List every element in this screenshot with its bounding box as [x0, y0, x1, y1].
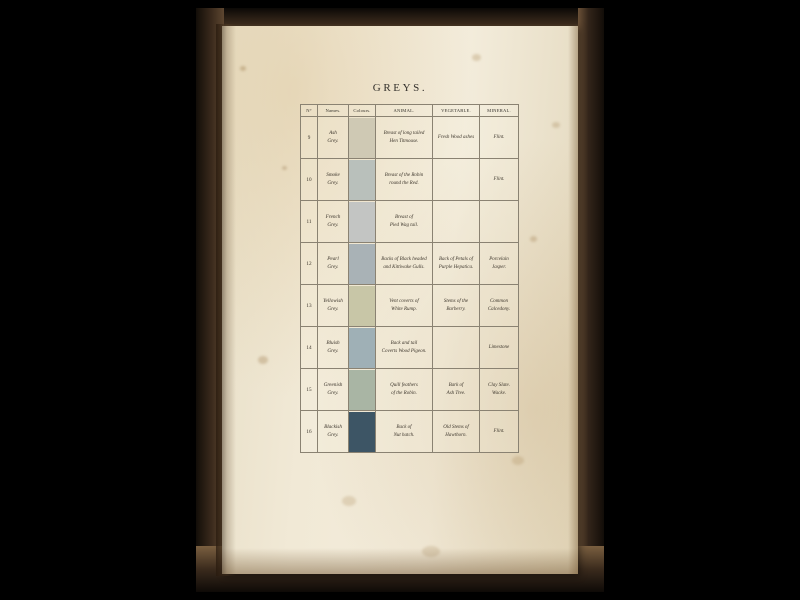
cell-mineral	[480, 117, 519, 159]
column-header-colours: Colours.	[349, 105, 376, 117]
table-row	[301, 369, 519, 411]
cell-mineral	[480, 159, 519, 201]
cell-animal	[376, 369, 433, 411]
table-header-row	[301, 105, 519, 117]
cell-mineral	[480, 201, 519, 243]
book-page	[222, 26, 578, 574]
column-header-mineral: MINERAL.	[480, 105, 519, 117]
cell-animal	[376, 201, 433, 243]
cell-animal-text: Backs of Black headed and Kittiwake Gulls.	[381, 257, 427, 270]
cell-name-text: Greenish Grey.	[323, 381, 343, 396]
cell-number-text: 10	[306, 176, 312, 183]
cell-number-text: 14	[306, 344, 312, 351]
cell-mineral-text: Flint.	[493, 134, 505, 140]
cell-animal-text: Back of Nut hatch.	[393, 425, 415, 438]
table-row	[301, 201, 519, 243]
cell-mineral	[480, 285, 519, 327]
cell-name-text: Bluish Grey.	[326, 339, 340, 354]
cell-name-text: French Grey.	[325, 213, 341, 228]
colour-swatch-cell	[349, 411, 376, 453]
cell-vegetable-text: Stems of the Barberry.	[443, 299, 469, 312]
cell-vegetable	[433, 327, 480, 369]
colour-swatch-cell	[349, 117, 376, 159]
cell-mineral	[480, 411, 519, 453]
colour-swatch	[349, 244, 375, 284]
cell-mineral-text: Limestone	[488, 344, 510, 350]
cell-number	[301, 159, 318, 201]
colour-swatch	[349, 412, 375, 452]
cell-vegetable-text: Bark of Ash Tree.	[446, 383, 466, 396]
column-header-names: Names.	[318, 105, 349, 117]
column-header-number: N°	[301, 105, 318, 117]
cell-number-text: 15	[306, 386, 312, 393]
table-row	[301, 327, 519, 369]
cell-mineral-text: Flint.	[493, 176, 505, 182]
cell-name	[318, 117, 349, 159]
open-book	[196, 8, 604, 592]
table-row	[301, 159, 519, 201]
paper-stain	[240, 66, 246, 71]
cell-name-text: Smoke Grey.	[326, 171, 340, 186]
cell-number-text: 11	[306, 218, 312, 225]
cell-animal	[376, 285, 433, 327]
cell-name-text: Pearl Grey.	[327, 255, 339, 270]
cell-name-text: Blackish Grey.	[324, 423, 342, 438]
colour-chart-table	[300, 104, 519, 453]
cell-vegetable	[433, 411, 480, 453]
paper-stain	[282, 166, 287, 170]
cell-name-text: Ash Grey.	[327, 129, 339, 144]
cell-animal-text: Breast of the Robin round the Red.	[384, 173, 424, 186]
cell-mineral	[480, 369, 519, 411]
cell-vegetable-text: Old Stems of Hawthorn.	[443, 425, 469, 438]
cell-mineral-text: Clay Slate. Wacke.	[488, 383, 510, 396]
cell-name	[318, 243, 349, 285]
cell-animal-text: Quill feathers of the Robin.	[390, 383, 418, 396]
table-header	[301, 105, 519, 117]
cell-number-text: 16	[306, 428, 312, 435]
colour-swatch	[349, 370, 375, 410]
table-body	[301, 117, 519, 453]
colour-swatch	[349, 118, 375, 158]
cell-mineral	[480, 243, 519, 285]
cell-mineral-text: Common Calcedony.	[487, 299, 511, 312]
cell-vegetable-text: Back of Petals of Purple Hepatica.	[438, 257, 474, 270]
cell-number	[301, 117, 318, 159]
cell-mineral	[480, 327, 519, 369]
cell-mineral-text: Flint.	[493, 428, 505, 434]
paper-stain	[512, 456, 524, 465]
cell-number	[301, 411, 318, 453]
cell-number-text: 12	[306, 260, 312, 267]
cell-animal	[376, 159, 433, 201]
paper-stain	[552, 122, 560, 128]
page-bottom-wear	[222, 548, 578, 574]
colour-swatch-cell	[349, 159, 376, 201]
cell-name-text: Yellowish Grey.	[323, 297, 343, 312]
table-row	[301, 411, 519, 453]
cell-vegetable-text: Fresh Wood ashes	[437, 134, 475, 140]
colour-swatch-cell	[349, 327, 376, 369]
colour-swatch	[349, 286, 375, 326]
colour-swatch	[349, 160, 375, 200]
cell-vegetable	[433, 159, 480, 201]
cell-animal	[376, 117, 433, 159]
cell-name	[318, 369, 349, 411]
table-row	[301, 243, 519, 285]
cell-name	[318, 159, 349, 201]
cell-animal-text: Breast of Pied Wag tail.	[389, 215, 419, 228]
column-header-vegetable: VEGETABLE.	[433, 105, 480, 117]
cell-number	[301, 369, 318, 411]
cell-vegetable	[433, 117, 480, 159]
cell-number	[301, 243, 318, 285]
cell-animal-text: Back and tail Coverts Wood Pigeon.	[381, 341, 427, 354]
cell-vegetable	[433, 201, 480, 243]
cell-vegetable	[433, 369, 480, 411]
cell-animal-text: Breast of long tailed Hen Titmouse.	[383, 131, 425, 144]
book-cover-right-edge	[578, 8, 604, 592]
cell-number	[301, 327, 318, 369]
colour-swatch	[349, 328, 375, 368]
paper-stain	[472, 54, 481, 61]
cell-name	[318, 327, 349, 369]
cell-name	[318, 411, 349, 453]
cell-number-text: 9	[307, 134, 311, 141]
page-title: GREYS.	[372, 82, 428, 94]
paper-stain	[258, 356, 268, 364]
cell-number	[301, 201, 318, 243]
cell-mineral-text: Porcelain Jasper.	[489, 257, 509, 270]
cell-name	[318, 285, 349, 327]
cell-number-text: 13	[306, 302, 312, 309]
cell-name	[318, 201, 349, 243]
colour-swatch	[349, 202, 375, 242]
page-edge-wear	[568, 26, 578, 574]
cell-animal	[376, 327, 433, 369]
colour-swatch-cell	[349, 201, 376, 243]
cell-vegetable	[433, 243, 480, 285]
table-row	[301, 285, 519, 327]
paper-stain	[342, 496, 356, 506]
colour-swatch-cell	[349, 243, 376, 285]
cell-vegetable	[433, 285, 480, 327]
book-gutter-shadow	[216, 24, 236, 576]
cell-number	[301, 285, 318, 327]
cell-animal-text: Vent coverts of White Rump.	[389, 299, 419, 312]
paper-stain	[530, 236, 537, 242]
column-header-animal: ANIMAL.	[376, 105, 433, 117]
colour-swatch-cell	[349, 369, 376, 411]
cell-animal	[376, 243, 433, 285]
cell-animal	[376, 411, 433, 453]
table-row	[301, 117, 519, 159]
colour-swatch-cell	[349, 285, 376, 327]
